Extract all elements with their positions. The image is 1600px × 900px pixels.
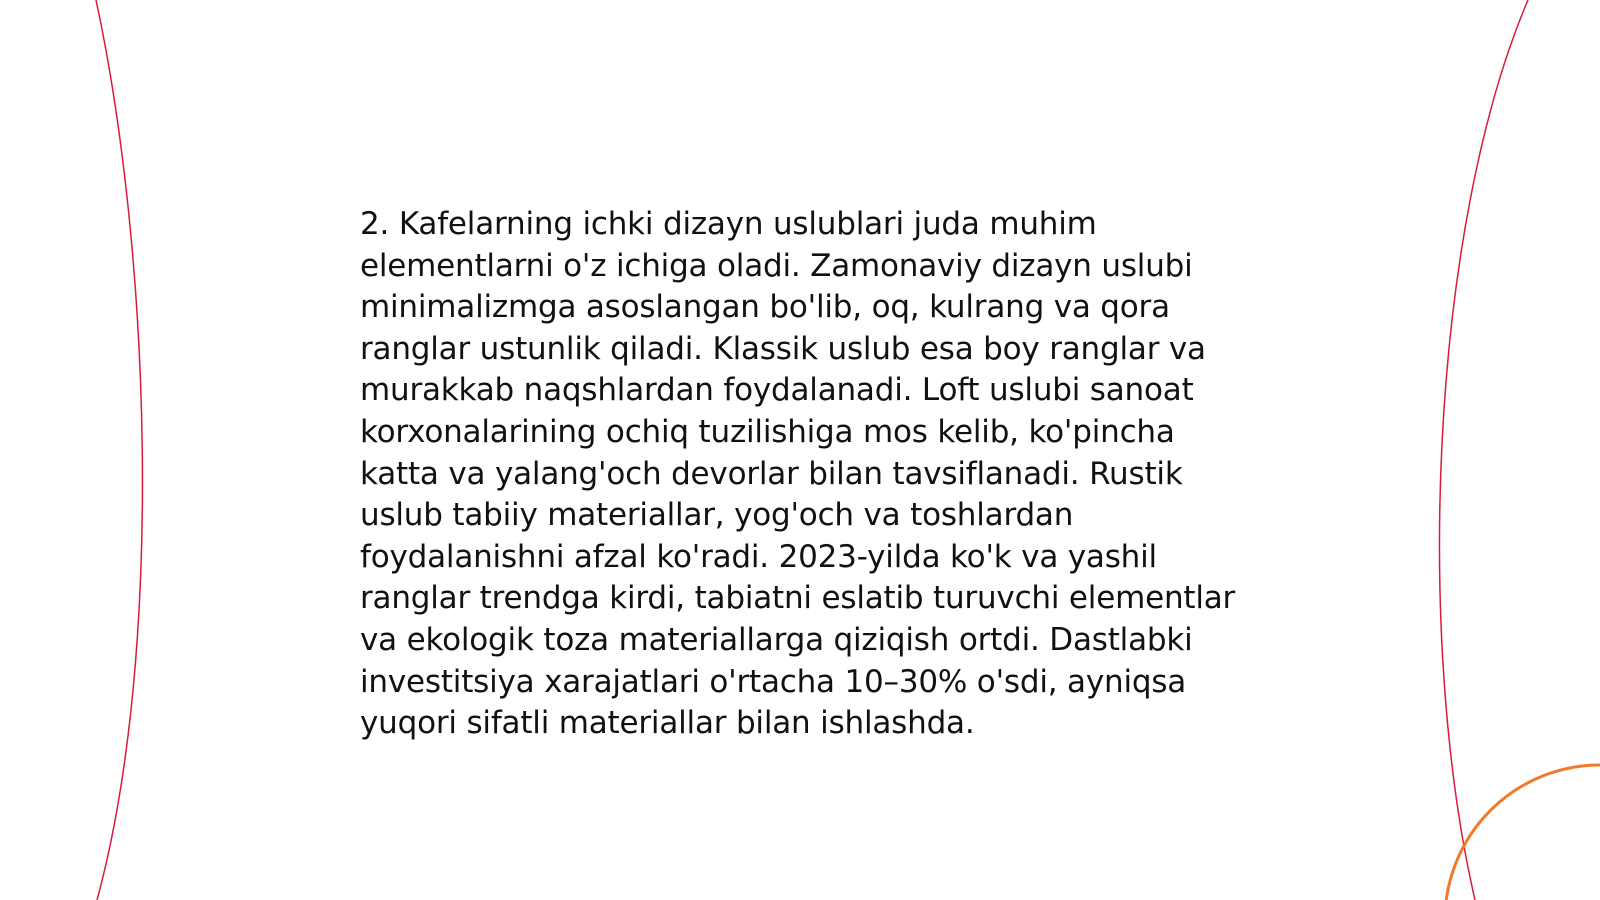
left-curve-line [96,0,142,900]
accent-circle-outline [1445,765,1600,900]
slide-body-paragraph: 2. Kafelarning ichki dizayn uslublari juda muhim elementlarni o'z ichiga oladi. Zamonaviy dizayn uslubi minimalizmga asoslangan bo'lib, oq, kulrang va qora ranglar ustunlik qiladi. Klassik uslub esa boy ranglar va murakkab naqshlardan foydalanadi. Loft uslubi sanoat korxonalarining ochiq tuzilishiga mos kelib, ko'pincha katta va yalang'och devorlar bilan tavsiflanadi. Rustik uslub tabiiy materiallar, yog'och va toshlardan foydalanishni afzal ko'radi. 2023-yilda ko'k va yashil ranglar trendga kirdi, tabiatni eslatib turuvchi elementlar va ekologik toza materiallarga qiziqish ortdi. Dastlabki investitsiya xarajatlari o'rtacha 10–30% o'sdi, ayniqsa yuqori sifatli materiallar bilan ishlashda. [360,206,1236,742]
right-curve-line [1439,0,1528,900]
